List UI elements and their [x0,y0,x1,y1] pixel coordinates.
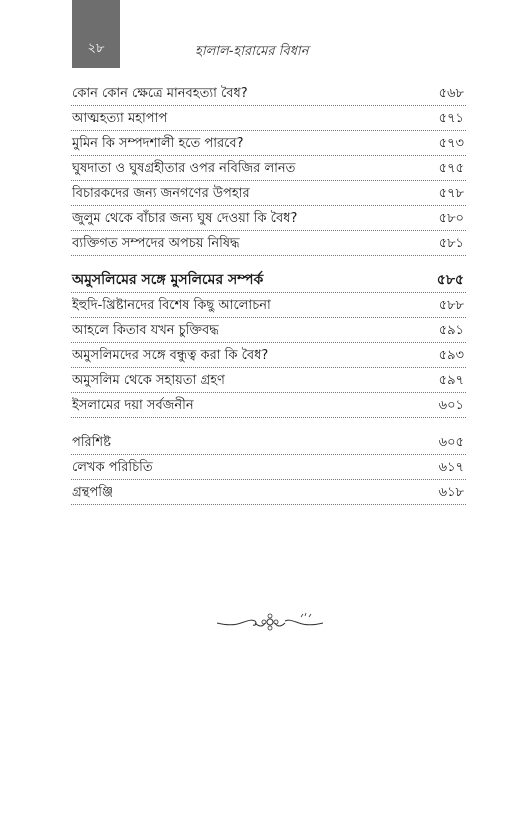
entry-title: আহলে কিতাব যখন চুক্তিবদ্ধ [72,323,219,338]
toc-entry[interactable] [71,430,466,455]
toc-chapter-entry[interactable] [71,268,466,293]
floral-ornament-icon [215,611,325,633]
entry-page: ৬০৫ [438,435,464,450]
entry-page: ৫৯৭ [438,373,464,388]
toc-group-3 [71,430,466,505]
entry-title: ইহুদি-খ্রিষ্টানদের বিশেষ কিছু আলোচনা [72,298,271,313]
toc-entry[interactable] [71,293,466,318]
toc-entry[interactable] [71,368,466,393]
entry-title: ব্যক্তিগত সম্পদের অপচয় নিষিদ্ধ [72,236,240,251]
toc-entry[interactable] [71,393,466,418]
toc-entry[interactable] [71,181,466,206]
toc-group-2 [71,268,466,418]
entry-title: অমুসলিমের সঙ্গে মুসলিমের সম্পর্ক [72,272,264,288]
entry-page: ৫৮৫ [436,272,464,288]
entry-page: ৬১৮ [438,485,464,500]
entry-title: ইসলামের দয়া সর্বজনীন [72,398,194,413]
entry-page: ৬১৭ [438,460,464,475]
toc-entry[interactable] [71,231,466,256]
entry-page: ৫৭৮ [438,186,464,201]
entry-title: ঘুষদাতা ও ঘুষগ্রহীতার ওপর নবিজির লানত [72,161,296,176]
entry-page: ৫৯৩ [438,348,464,363]
toc-entry[interactable] [71,455,466,480]
entry-title: মুমিন কি সম্পদশালী হতে পারবে? [72,136,244,151]
entry-title: লেখক পরিচিতি [72,460,153,475]
toc-group-1 [71,81,466,256]
toc-entry[interactable] [71,206,466,231]
entry-title: অমুসলিমদের সঙ্গে বন্ধুত্ব করা কি বৈধ? [72,348,269,363]
entry-page: ৫৭১ [438,111,464,126]
toc-entry[interactable] [71,318,466,343]
entry-title: জুলুম থেকে বাঁচার জন্য ঘুষ দেওয়া কি বৈধ? [72,211,298,226]
entry-page: ৬০১ [438,398,464,413]
entry-title: বিচারকদের জন্য জনগণের উপহার [72,186,250,201]
entry-title: পরিশিষ্ট [72,435,111,450]
section-gap [71,256,466,268]
entry-page: ৫৮৮ [438,298,464,313]
toc-entry[interactable] [71,106,466,131]
entry-title: কোন কোন ক্ষেত্রে মানবহত্যা বৈধ? [72,86,248,101]
toc-entry[interactable] [71,131,466,156]
entry-title: অমুসলিম থেকে সহায়তা গ্রহণ [72,373,225,388]
page-number-tab [72,0,120,68]
running-head-title: হালাল-হারামের বিধান [195,44,309,59]
entry-page: ৫৭৫ [438,161,464,176]
table-of-contents [71,81,466,505]
toc-entry[interactable] [71,81,466,106]
page-number: ২৮ [87,41,105,56]
entry-title: আত্মহত্যা মহাপাপ [72,111,168,126]
entry-title: গ্রন্থপঞ্জি [72,485,114,500]
toc-entry[interactable] [71,343,466,368]
entry-page: ৫৮১ [438,236,464,251]
entry-page: ৫৬৮ [438,86,464,101]
entry-page: ৫৯১ [438,323,464,338]
entry-page: ৫৮০ [438,211,464,226]
toc-entry[interactable] [71,480,466,505]
section-gap [71,418,466,430]
toc-entry[interactable] [71,156,466,181]
entry-page: ৫৭৩ [438,136,464,151]
